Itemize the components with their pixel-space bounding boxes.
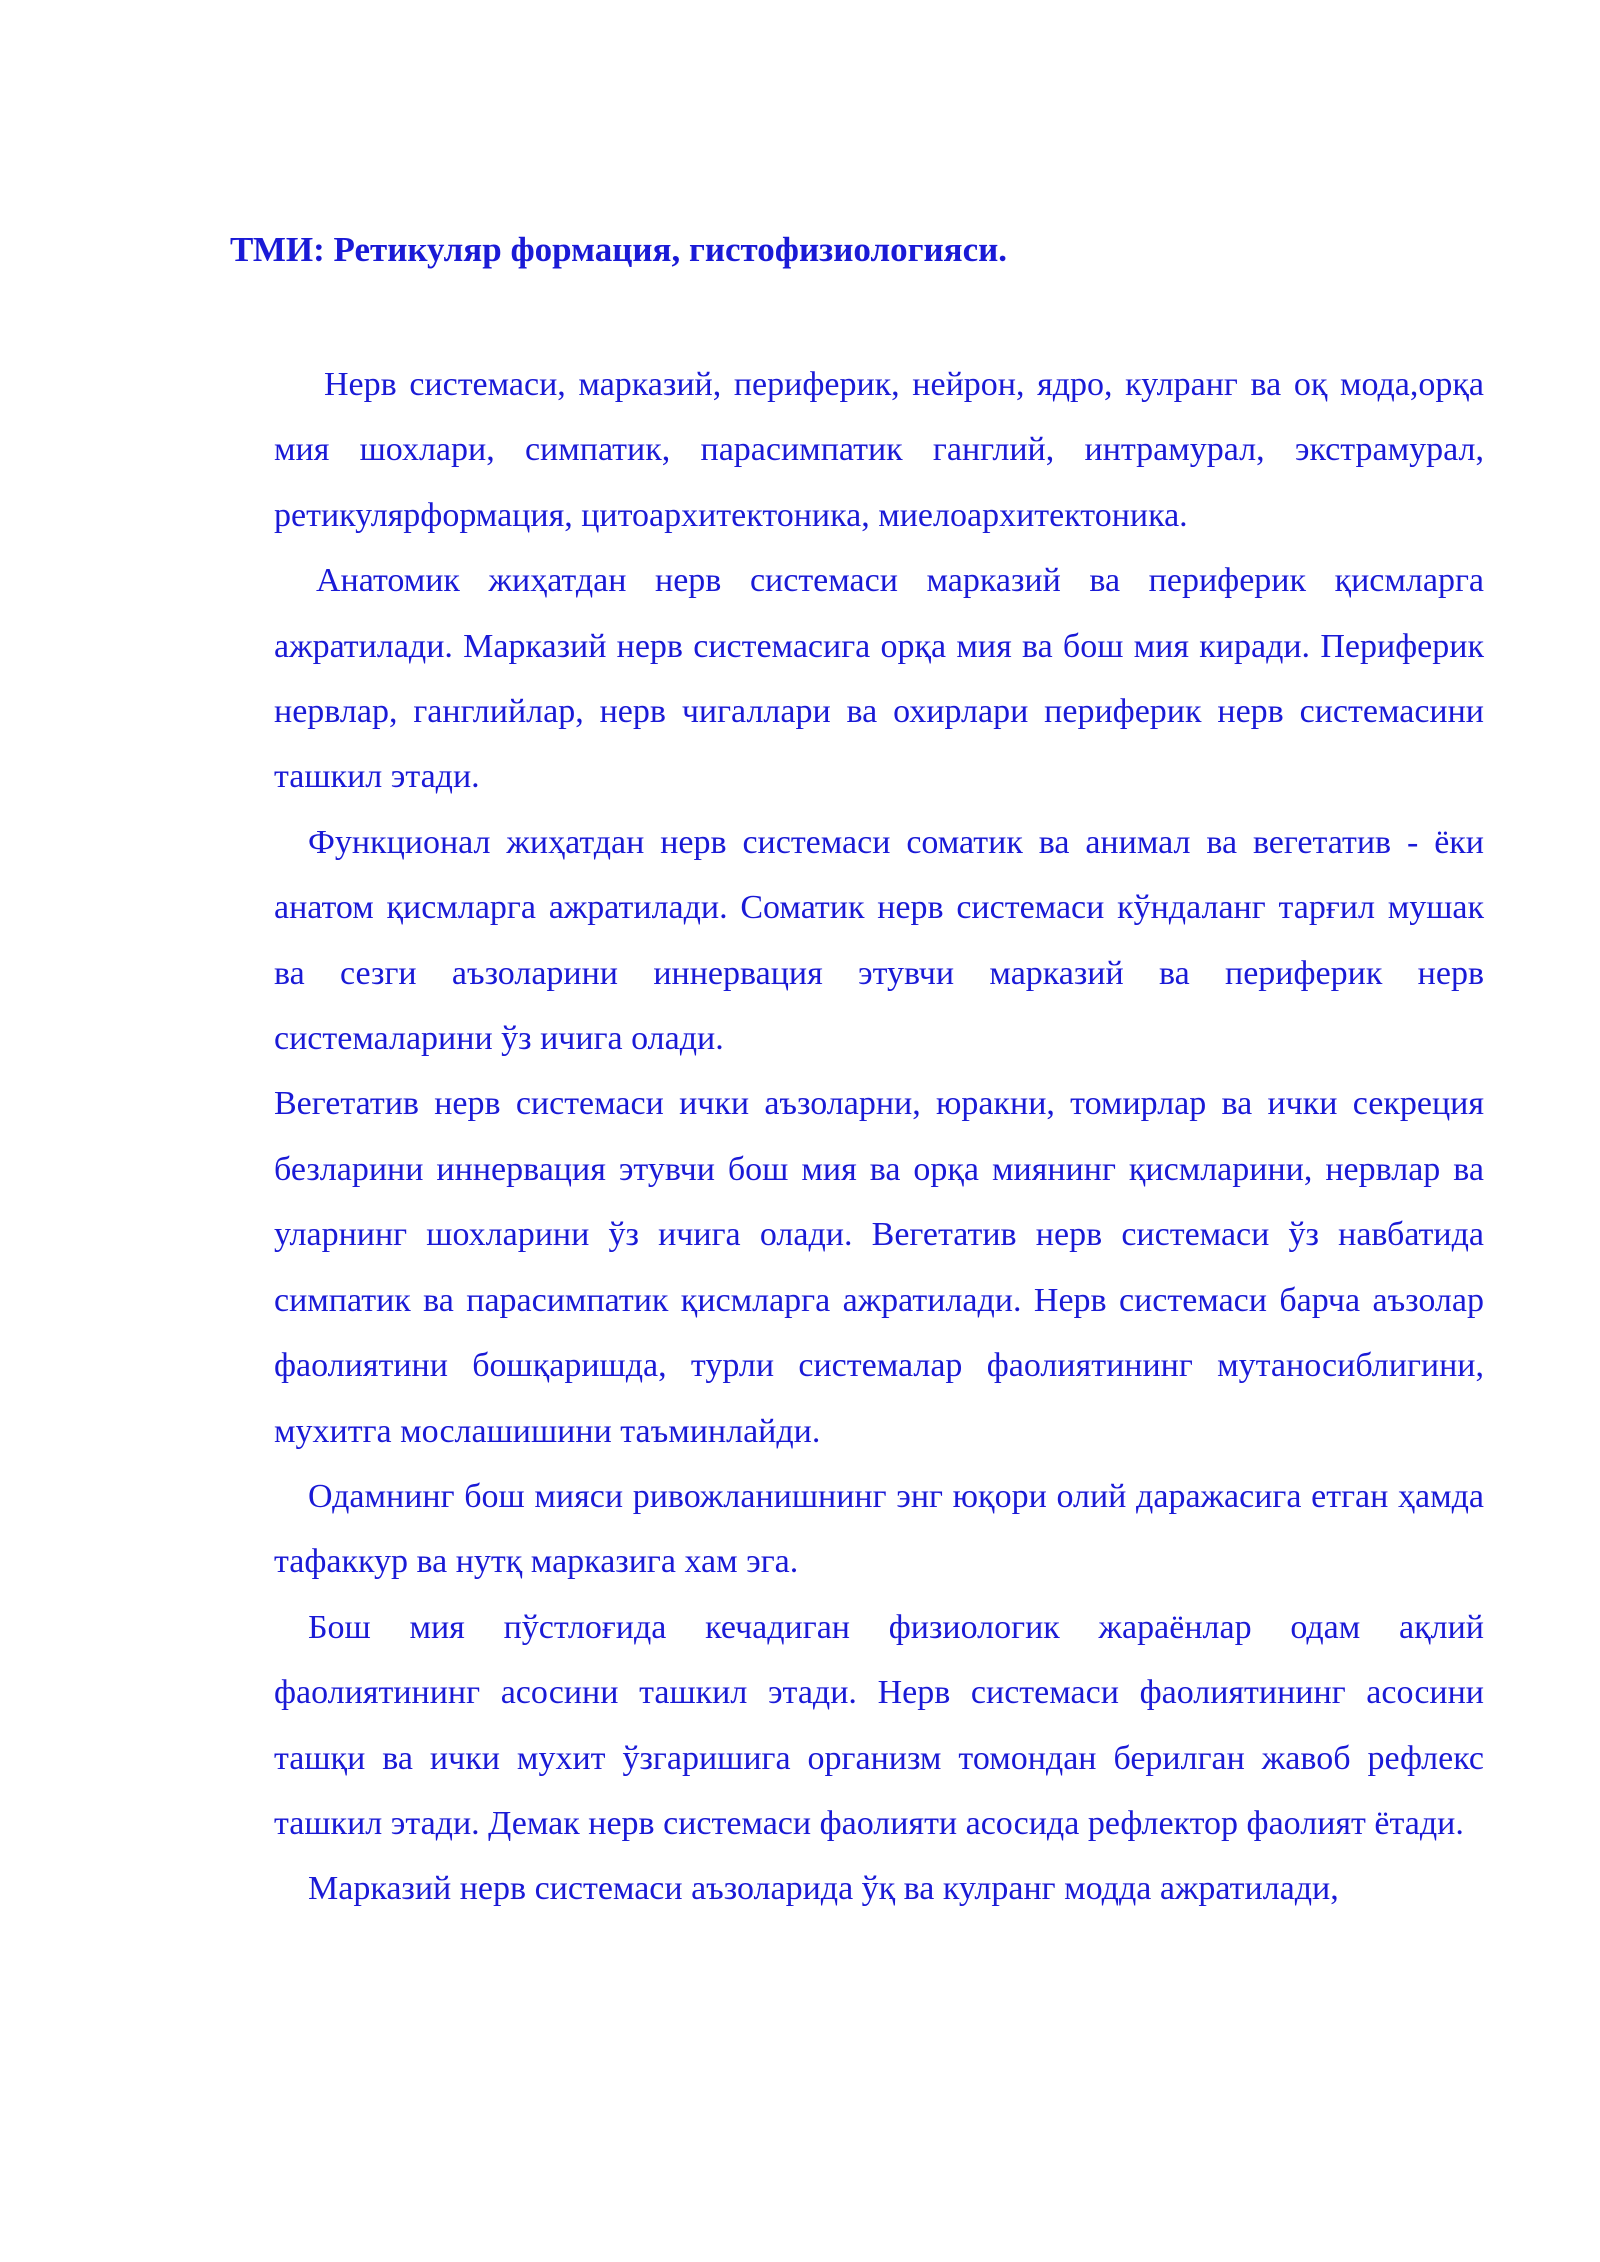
paragraph-cortex: Бош мия пўстлоғида кечадиган физиологик жараёнлар одам ақлий фаолиятининг асосини ташкил этади. Нерв системаси фаолиятининг асосини ташқи ва ички мухит ўзгаришига организм томондан берилган жавоб рефлекс ташкил этади. Демак нерв системаси фаолияти асосида рефлектор фаолият ётади. [274, 1608, 1484, 1842]
paragraph-functional: Функционал жиҳатдан нерв системаси соматик ва анимал ва вегетатив - ёки анатом қисмларга ажратилади. Соматик нерв системаси кўндаланг тарғил мушак ва сезги аъзоларини иннервация этувчи марказий ва периферик нерв системаларини ўз ичига олади. [274, 823, 1484, 1058]
paragraph-anatomical: Анатомик жиҳатдан нерв системаси марказий ва периферик қисмларга ажратилади. Марказий нерв системасига орқа мия ва бош мия киради. Периферик нервлар, ганглийлар, нерв чигаллари ва охирлари периферик нерв системасини ташкил этади. [274, 562, 1484, 796]
paragraph-keywords: Нерв системаси, марказий, периферик, нейрон, ядро, кулранг ва оқ мода,орқа мия шохлари, симпатик, парасимпатик ганглий, интрамурал, экстрамурал, ретикулярформация, цитоархитектоника, миелоархитектоника. [274, 366, 1484, 534]
paragraph-human-brain: Одамнинг бош мияси ривожланишнинг энг юқори олий даражасига етган ҳамда тафаккур ва нутқ марказига хам эга. [274, 1477, 1484, 1581]
paragraph-cns-matter: Марказий нерв системаси аъзоларида ўқ ва кулранг модда ажратилади, [308, 1870, 1339, 1908]
document-body [274, 352, 1484, 1922]
paragraph-vegetative: Вегетатив нерв системаси ички аъзоларни, юракни, томирлар ва ички секреция безларини иннервация этувчи бош мия ва орқа миянинг қисмларини, нервлар ва уларнинг шохларини ўз ичига олади. Вегетатив нерв системаси ўз навбатида симпатик ва парасимпатик қисмларга ажратилади. Нерв системаси барча аъзолар фаолиятини бошқаришда, турли системалар фаолиятининг мутаносиблигини, мухитга мослашишини таъминлайди. [274, 1085, 1484, 1450]
document-title: ТМИ: Ретикуляр формация, гистофизиологияси. [230, 230, 1008, 269]
